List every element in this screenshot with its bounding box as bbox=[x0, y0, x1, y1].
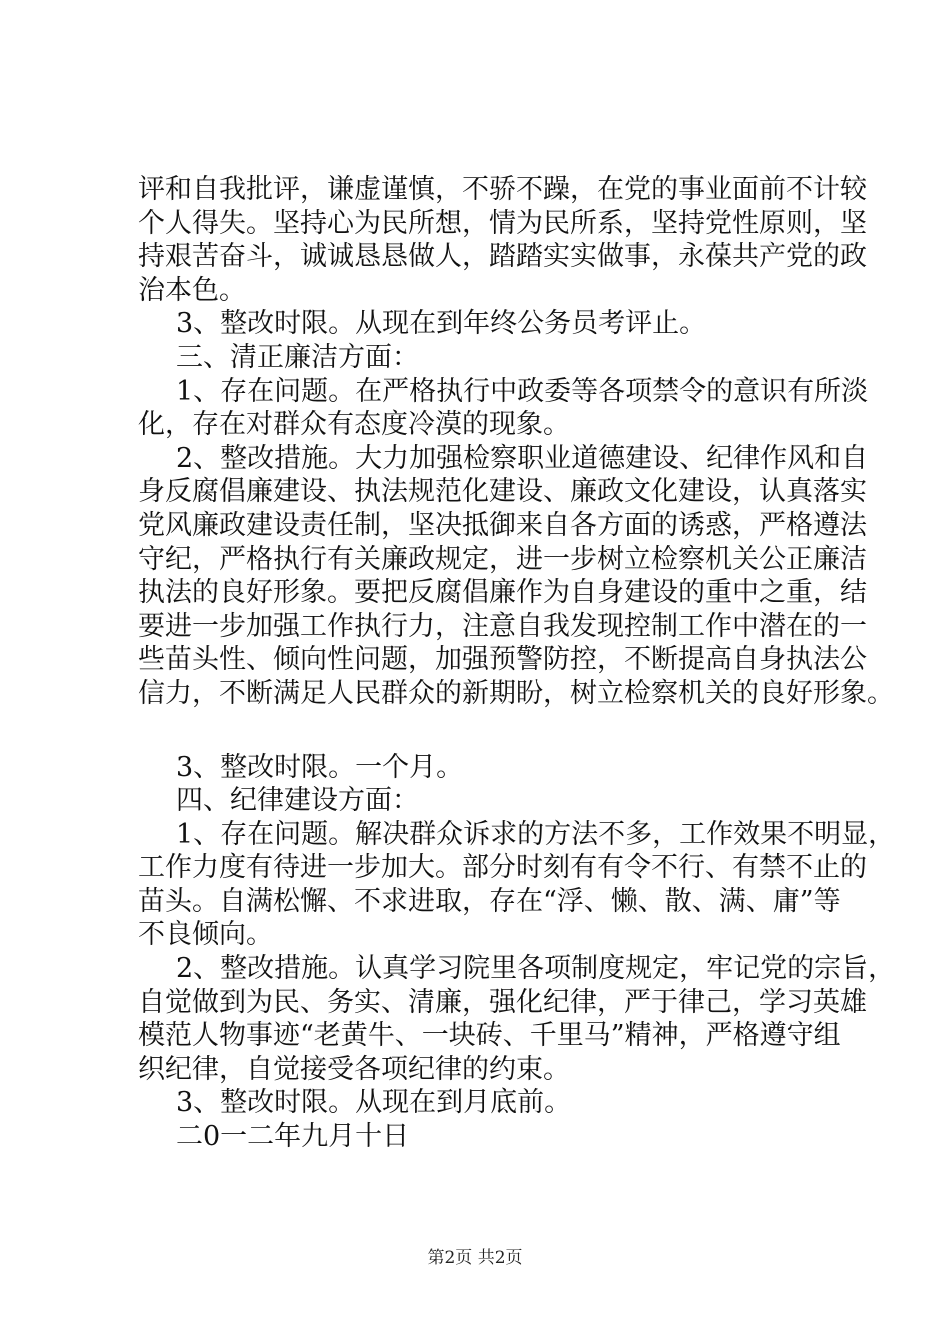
text-line: 评和自我批评，谦虚谨慎，不骄不躁，在党的事业面前不计较 bbox=[138, 174, 867, 205]
text-line: 自觉做到为民、务实、清廉，强化纪律，严于律己，学习英雄 bbox=[138, 986, 867, 1018]
paragraph-spacer bbox=[138, 711, 838, 751]
document-date: 二0一二年九月十日 bbox=[176, 1121, 410, 1153]
text-line: 苗头。自满松懈、不求进取，存在“浮、懒、散、满、庸”等 bbox=[138, 885, 841, 917]
text-line: 3、整改时限。从现在到年终公务员考评止。 bbox=[176, 308, 707, 340]
document-body bbox=[138, 173, 896, 1154]
text-line: 持艰苦奋斗，诚诚恳恳做人，踏踏实实做事，永葆共产党的政 bbox=[138, 241, 867, 273]
text-line: 工作力度有待进一步加大。部分时刻有有令不行、有禁不止的 bbox=[138, 852, 867, 884]
text-line: 要进一步加强工作执行力，注意自我发现控制工作中潜在的一 bbox=[138, 610, 867, 642]
text-line: 守纪，严格执行有关廉政规定，进一步树立检察机关公正廉洁 bbox=[138, 543, 867, 575]
text-line: 2、整改措施。认真学习院里各项制度规定，牢记党的宗旨， bbox=[176, 953, 896, 985]
text-line: 身反腐倡廉建设、执法规范化建设、廉政文化建设，认真落实 bbox=[138, 476, 867, 508]
text-line: 3、整改时限。一个月。 bbox=[176, 751, 464, 783]
text-line: 些苗头性、倾向性问题，加强预警防控，不断提高自身执法公 bbox=[138, 644, 867, 676]
text-line: 1、存在问题。在严格执行中政委等各项禁令的意识有所淡 bbox=[176, 375, 869, 407]
text-line: 模范人物事迹“老黄牛、一块砖、千里马”精神，严格遵守组 bbox=[138, 1020, 841, 1052]
text-line: 信力，不断满足人民群众的新期盼，树立检察机关的良好形象。 bbox=[138, 677, 894, 709]
section-heading: 四、纪律建设方面： bbox=[176, 785, 419, 817]
text-line: 治本色。 bbox=[138, 274, 246, 306]
page-number-footer: 第2页 共2页 bbox=[427, 1248, 523, 1268]
text-line: 化，存在对群众有态度冷漠的现象。 bbox=[138, 409, 570, 441]
text-line: 个人得失。坚持心为民所想，情为民所系，坚持党性原则，坚 bbox=[138, 207, 867, 239]
text-line: 2、整改措施。大力加强检察职业道德建设、纪律作风和自 bbox=[176, 442, 869, 474]
text-line: 党风廉政建设责任制，坚决抵御来自各方面的诱惑，严格遵法 bbox=[138, 509, 867, 541]
text-line: 织纪律，自觉接受各项纪律的约束。 bbox=[138, 1053, 570, 1085]
section-heading: 三、清正廉洁方面： bbox=[176, 341, 419, 373]
text-line: 3、整改时限。从现在到月底前。 bbox=[176, 1087, 572, 1119]
text-line: 执法的良好形象。要把反腐倡廉作为自身建设的重中之重，结 bbox=[138, 577, 867, 609]
text-line: 不良倾向。 bbox=[138, 919, 273, 951]
text-line: 1、存在问题。解决群众诉求的方法不多，工作效果不明显， bbox=[176, 818, 896, 850]
